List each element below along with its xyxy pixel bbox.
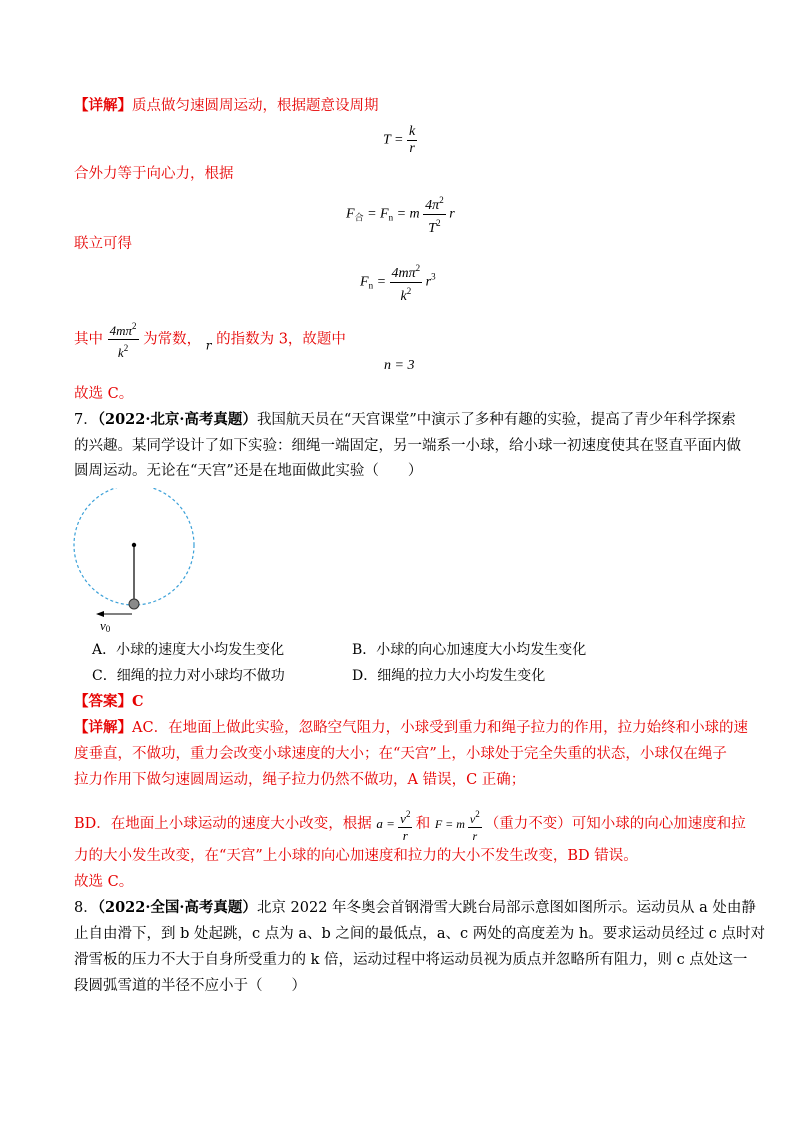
option-d[interactable]: D．细绳的拉力大小均发生变化: [352, 668, 546, 684]
detail-line-1: 【详解】质点做匀速圆周运动，根据题意设周期: [74, 97, 379, 114]
arrow-head-icon: [96, 611, 104, 617]
q7-answer: 【答案】C: [74, 693, 144, 710]
choose-line-7: 故选 C。: [74, 874, 134, 890]
equation-period: T = $\frac{k}{r}$: [383, 124, 416, 156]
equation-n: n = 3: [384, 358, 415, 373]
q8-stem-line-1: 8．（2022·全国·高考真题）北京 2022 年冬奥会首钢滑雪大跳台局部示意图如图所示。运动员从 a 处由静: [74, 899, 756, 916]
q7-detail-line-4: BD．在地面上小球运动的速度大小改变，根据 a = $\frac{v^2}{r}$ 和 F = m $\frac{v^2}{r}$ （重力不变）可知小球的向心加速度和拉: [74, 806, 746, 844]
detail-tag: 【详解】: [74, 97, 132, 114]
detail-line-3: 联立可得: [74, 236, 132, 252]
equation-combined: $F_n$ = $\frac{4m\pi^2}{k^2}$ $r^3$: [360, 260, 436, 305]
velocity-label: v0: [100, 618, 111, 634]
formula-force: F = m $\frac{v^2}{r}$: [435, 817, 485, 831]
q7-detail-line-1: 【详解】AC．在地面上做此实验，忽略空气阻力，小球受到重力和绳子拉力的作用，拉力始终和小球的速: [74, 719, 749, 736]
q7-stem-line-2: 的兴趣。某同学设计了如下实验：细绳一端固定，另一端系一小球，给小球一初速度使其在竖直平面内做: [74, 438, 741, 454]
q8-stem-line-2: 止自由滑下，到 b 处起跳，c 点为 a、b 之间的最低点，a、c 两处的高度差为 h。要求运动员经过 c 点时对: [74, 926, 766, 942]
q7-detail-line-3: 拉力作用下做匀速圆周运动，绳子拉力仍然不做功，A 错误，C 正确；: [74, 772, 526, 788]
ball: [129, 599, 139, 609]
formula-acceleration: a = $\frac{v^2}{r}$: [376, 816, 415, 831]
choose-line-6: 故选 C。: [74, 386, 134, 402]
detail-line-2: 合外力等于向心力，根据: [74, 166, 234, 182]
q7-stem-line-3: 圆周运动。无论在“天宫”还是在地面做此实验（ ）: [74, 463, 423, 479]
q7-detail-line-5: 力的大小发生改变，在“天宫”上小球的向心加速度和拉力的大小不发生改变，BD 错误。: [74, 848, 638, 864]
option-b[interactable]: B．小球的向心加速度大小均发生变化: [352, 642, 587, 658]
q8-stem-line-3: 滑雪板的压力不大于自身所受重力的 k 倍，运动过程中将运动员视为质点并忽略所有阻力，则 c 点处这一: [74, 952, 748, 968]
q7-detail-line-2: 度垂直，不做功，重力会改变小球速度的大小；在“天宫”上，小球处于完全失重的状态，小球仅在绳子: [74, 746, 727, 762]
detail-line-4: 其中 $\frac{4m\pi^2}{k^2}$ 为常数， $_r$ 的指数为 3，故题中: [74, 318, 346, 361]
q7-figure: [64, 488, 204, 634]
equation-centripetal-force: $F_合 = F_n = m$ $\frac{4\pi^2}{T^2}$ r: [346, 192, 455, 237]
option-a[interactable]: A．小球的速度大小均发生变化: [92, 642, 285, 658]
q7-stem-line-1: 7．（2022·北京·高考真题）我国航天员在“天宫课堂”中演示了多种有趣的实验，提高了青少年科学探索: [74, 411, 736, 428]
q8-stem-line-4: 段圆弧雪道的半径不应小于（ ）: [74, 978, 306, 994]
option-c[interactable]: C．细绳的拉力对小球均不做功: [92, 668, 285, 684]
